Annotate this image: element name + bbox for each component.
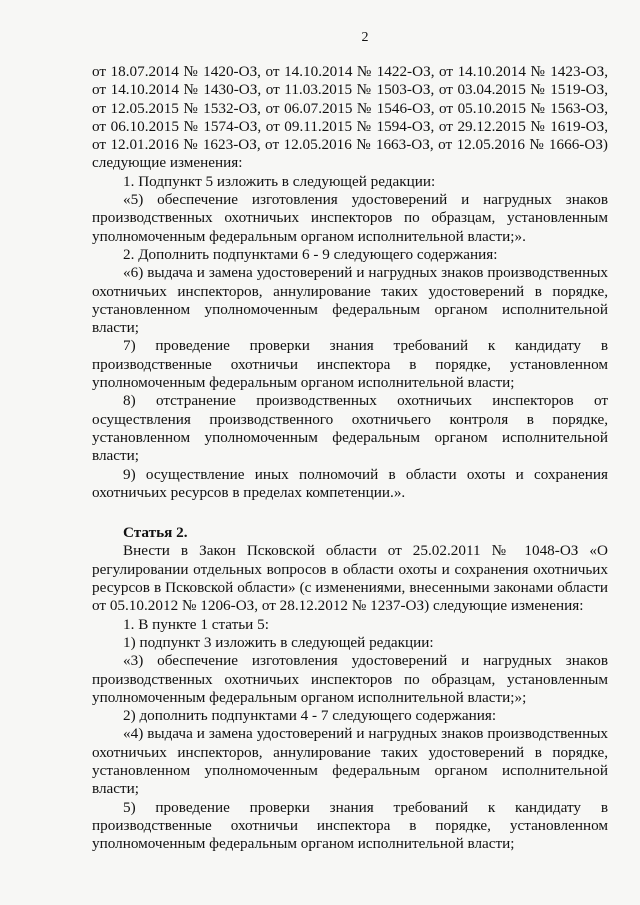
paragraph: Внести в Закон Псковской области от 25.02.2011 № 1048-ОЗ «О регулировании отдельных вопросов в области охоты и сохранения охотничьих ресурсов в Псковской области» (с изменениями, внесенными законами области от 05.10.2012 № 1206-ОЗ, от 28.12.2012 № 1237-ОЗ) следующие изменения: (92, 542, 608, 615)
paragraph: 2) дополнить подпунктами 4 - 7 следующего содержания: (123, 707, 497, 725)
article-heading: Статья 2. (123, 524, 188, 542)
paragraph: «6) выдача и замена удостоверений и нагрудных знаков производственных охотничьих инспекторов, аннулирование таких удостоверений в порядке, установленном уполномоченным федеральным органом исполнительной власти; (92, 264, 608, 337)
paragraph: 5) проведение проверки знания требований к кандидату в производственные охотничьи инспектора в порядке, установленном уполномоченным федеральным органом исполнительной власти; (92, 798, 608, 853)
paragraph: 1. Подпункт 5 изложить в следующей редакции: (123, 172, 436, 190)
paragraph: 2. Дополнить подпунктами 6 - 9 следующего содержания: (123, 245, 498, 263)
paragraph: «5) обеспечение изготовления удостоверений и нагрудных знаков производственных охотничьих инспекторов по образцам, установленным уполномоченным федеральным органом исполнительной власти;». (92, 191, 608, 245)
paragraph: «3) обеспечение изготовления удостоверений и нагрудных знаков производственных охотничьих инспекторов по образцам, установленным уполномоченным федеральным органом исполнительной власти;»; (92, 652, 608, 706)
paragraph: 1. В пункте 1 статьи 5: (123, 615, 269, 633)
document-body (92, 63, 608, 853)
amendment-list-paragraph: от 18.07.2014 № 1420-ОЗ, от 14.10.2014 № 1422-ОЗ, от 14.10.2014 № 1423-ОЗ, от 14.10.2014 № 1430-ОЗ, от 11.03.2015 № 1503-ОЗ, от 03.04.2015 № 1519-ОЗ, от 12.05.2015 № 1532-ОЗ, от 06.07.2015 № 1546-ОЗ, от 05.10.2015 № 1563-ОЗ, от 06.10.2015 № 1574-ОЗ, от 09.11.2015 № 1594-ОЗ, от 29.12.2015 № 1619-ОЗ, от 12.01.2016 № 1623-ОЗ, от 12.05.2016 № 1663-ОЗ, от 12.05.2016 № 1666-ОЗ) следующие изменения: (92, 63, 608, 172)
paragraph: 9) осуществление иных полномочий в области охоты и сохранения охотничьих ресурсов в пределах компетенции.». (92, 465, 608, 501)
paragraph: 8) отстранение производственных охотничьих инспекторов от осуществления производственного охотничьего контроля в порядке, установленном уполномоченным федеральным органом исполнительной власти; (92, 392, 608, 465)
paragraph: 7) проведение проверки знания требований к кандидату в производственные охотничьи инспектора в порядке, установленном уполномоченным федеральным органом исполнительной власти; (92, 337, 608, 392)
paragraph: 1) подпункт 3 изложить в следующей редакции: (123, 633, 434, 651)
paragraph: «4) выдача и замена удостоверений и нагрудных знаков производственных охотничьих инспекторов, аннулирование таких удостоверений в порядке, установленном уполномоченным федеральным органом исполнительной власти; (92, 725, 608, 798)
page-number: 2 (361, 30, 369, 45)
